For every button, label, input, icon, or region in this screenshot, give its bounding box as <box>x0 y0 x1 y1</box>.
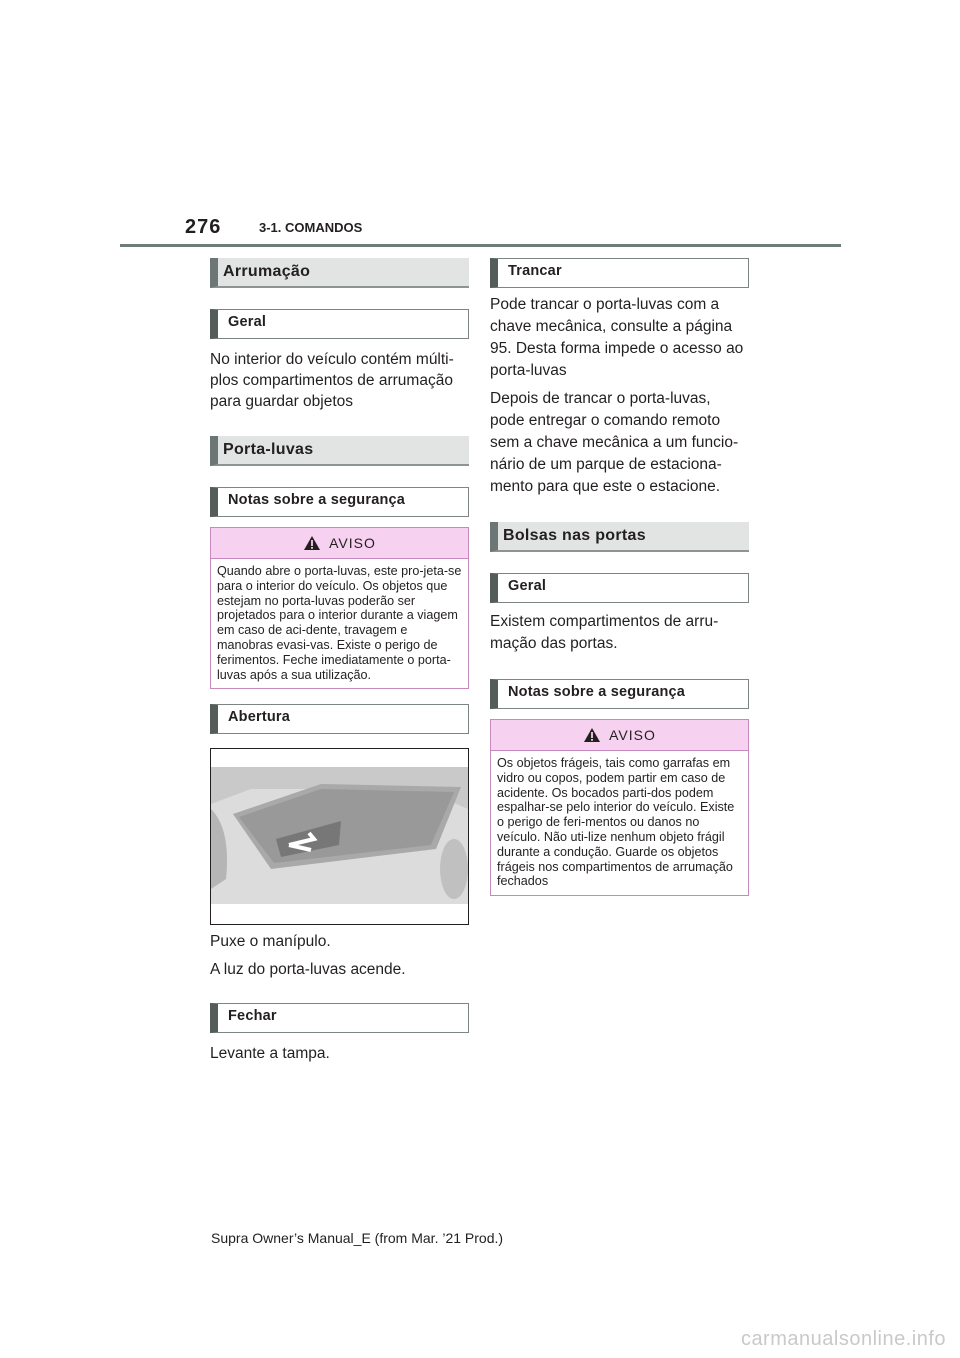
heading-arrumacao: Arrumação <box>210 258 469 288</box>
subheading-abertura: Abertura <box>210 704 469 734</box>
left-column <box>210 258 469 1065</box>
watermark: carmanualsonline.info <box>740 1328 946 1350</box>
paragraph-luz: A luz do porta-luvas acende. <box>210 961 406 979</box>
subheading-fechar: Fechar <box>210 1003 469 1033</box>
warning-header-portas <box>491 720 748 751</box>
paragraph-puxe: Puxe o manípulo. <box>210 933 331 951</box>
warning-title-portas: AVISO <box>609 727 656 743</box>
subheading-geral-portas: Geral <box>490 573 749 603</box>
subheading-geral: Geral <box>210 309 469 339</box>
paragraph-interior: No interior do veículo contém múlti-plos compartimentos de arrumação para guardar objetos <box>210 351 454 410</box>
glovebox-illustration <box>210 748 469 925</box>
page-number: 276 <box>185 216 222 238</box>
right-column <box>490 258 749 896</box>
footer-text: Supra Owner’s Manual_E (from Mar. ’21 Prod.) <box>211 1230 504 1246</box>
warning-title: AVISO <box>329 535 376 551</box>
warning-text: Quando abre o porta-luvas, este pro-jeta-se para o interior do veículo. Os objetos que estejam no porta-luvas poderão ser projetados para o interior durante a viagem em caso de aci-dente, travagem e manobras evasi-vas. Existe o perigo de ferimentos. Feche imediatamente o porta-luvas após a sua utilização. <box>217 564 462 682</box>
subheading-trancar: Trancar <box>490 258 749 288</box>
heading-porta-luvas: Porta-luvas <box>210 436 469 466</box>
paragraph-depois: Depois de trancar o porta-luvas, pode entregar o comando remoto sem a chave mecânica a um funcio-nário de um parque de estaciona-mento para que este o estacione. <box>490 390 739 495</box>
heading-bolsas-portas: Bolsas nas portas <box>490 522 749 552</box>
warning-triangle-icon <box>303 535 321 551</box>
paragraph-existem: Existem compartimentos de arru-mação das portas. <box>490 613 719 652</box>
warning-header <box>211 528 468 559</box>
warning-text-portas: Os objetos frágeis, tais como garrafas em vidro ou copos, podem partir em caso de acidente. Os bocados parti-dos podem espalhar-se pelo interior do veículo. Existe o perigo de feri-mentos ou danos no veículo. Não uti-lize nenhum objeto frágil durante a condução. Guarde os objetos frágeis nos compartimentos de arrumação fechados <box>497 756 735 889</box>
warning-box <box>210 527 469 689</box>
chapter-title: 3-1. COMANDOS <box>259 220 363 235</box>
header-rule <box>120 244 841 247</box>
paragraph-levante: Levante a tampa. <box>210 1045 330 1063</box>
warning-triangle-icon <box>583 727 601 743</box>
warning-box-portas <box>490 719 749 896</box>
subheading-notas-seguranca-portas: Notas sobre a segurança <box>490 679 749 709</box>
subheading-notas-seguranca: Notas sobre a segurança <box>210 487 469 517</box>
paragraph-trancar: Pode trancar o porta-luvas com a chave mecânica, consulte a página 95. Desta forma impede o acesso ao porta-luvas <box>490 296 744 379</box>
